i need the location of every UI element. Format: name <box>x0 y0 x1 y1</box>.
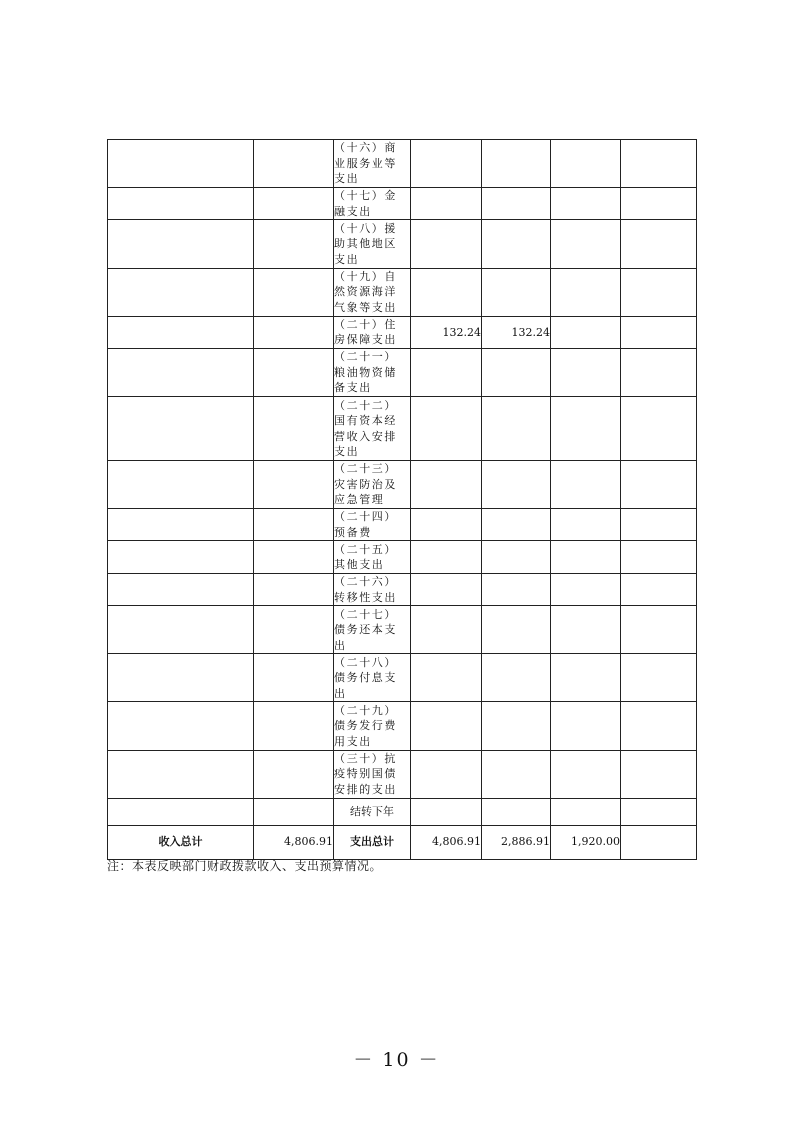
table-row <box>108 397 697 461</box>
expense-basic-cell <box>482 188 551 220</box>
expense-project-cell <box>551 188 621 220</box>
income-item-cell <box>108 798 254 825</box>
extra-cell <box>621 541 697 573</box>
table-row <box>108 573 697 605</box>
expense-item-line: 灾害防治及 <box>334 477 397 491</box>
expense-project-cell <box>551 316 621 348</box>
expense-basic-cell <box>482 750 551 798</box>
expense-project-cell <box>551 573 621 605</box>
extra-cell <box>621 606 697 654</box>
total-row <box>108 825 697 859</box>
extra-cell <box>621 509 697 541</box>
budget-table <box>107 139 697 860</box>
expense-item-cell <box>334 573 411 605</box>
table-row <box>108 349 697 397</box>
expense-basic-cell <box>482 460 551 508</box>
expense-item-cell <box>334 606 411 654</box>
expense-project-cell <box>551 349 621 397</box>
expense-project-cell <box>551 750 621 798</box>
expense-item-line: 气象等支出 <box>334 300 397 314</box>
expense-item-cell <box>334 509 411 541</box>
expense-item-line: （十九）自 <box>334 269 397 283</box>
extra-cell <box>621 573 697 605</box>
table-body <box>108 140 697 860</box>
extra-cell <box>621 268 697 316</box>
expense-total-cell <box>411 188 482 220</box>
income-amount-cell <box>254 509 334 541</box>
income-amount-cell <box>254 606 334 654</box>
page-number: － 10 － <box>353 1049 440 1071</box>
expense-project-cell <box>551 702 621 750</box>
expense-item-line: 债务还本支 <box>334 623 397 637</box>
extra-cell <box>621 220 697 268</box>
income-amount-cell <box>254 573 334 605</box>
expense-item-line: （二十三） <box>334 462 397 476</box>
income-item-cell <box>108 606 254 654</box>
expense-item-cell <box>334 316 411 348</box>
expense-project-cell <box>551 460 621 508</box>
expense-item-line: 疫特别国债 <box>334 767 397 781</box>
expense-project-cell <box>551 140 621 188</box>
expense-item-line: 债务发行费 <box>334 719 397 733</box>
expense-item-line: 融支出 <box>334 204 372 218</box>
income-item-cell <box>108 509 254 541</box>
expense-total-cell <box>411 750 482 798</box>
extra-cell <box>621 825 697 859</box>
expense-item-line: 转移性支出 <box>334 590 397 604</box>
expense-item-line: 安排的支出 <box>334 782 397 796</box>
expense-item-line: （十七）金 <box>334 189 397 203</box>
extra-cell <box>621 654 697 702</box>
table-row <box>108 509 697 541</box>
expense-item-cell <box>334 397 411 461</box>
expense-item-line: （十六）商 <box>334 141 397 155</box>
expense-total-label: 支出总计 <box>334 825 411 859</box>
expense-item-line: （十八）援 <box>334 221 397 235</box>
income-item-cell <box>108 268 254 316</box>
table-row <box>108 140 697 188</box>
income-item-cell <box>108 573 254 605</box>
expense-project-cell <box>551 541 621 573</box>
expense-basic-cell <box>482 268 551 316</box>
expense-basic-cell <box>482 654 551 702</box>
income-amount-cell <box>254 268 334 316</box>
income-amount-cell <box>254 220 334 268</box>
income-amount-cell <box>254 316 334 348</box>
expense-item-cell <box>334 702 411 750</box>
expense-total-cell <box>411 268 482 316</box>
income-item-cell <box>108 654 254 702</box>
expense-item-line: 应急管理 <box>334 493 385 507</box>
expense-project-cell <box>551 220 621 268</box>
expense-item-cell <box>334 220 411 268</box>
income-total-label: 收入总计 <box>108 825 254 859</box>
expense-item-cell <box>334 460 411 508</box>
extra-cell <box>621 798 697 825</box>
expense-total-cell <box>411 140 482 188</box>
expense-item-line: 支出 <box>334 172 360 186</box>
expense-item-cell <box>334 750 411 798</box>
extra-cell <box>621 316 697 348</box>
expense-item-line: 其他支出 <box>334 558 385 572</box>
extra-cell <box>621 140 697 188</box>
expense-total-cell <box>411 397 482 461</box>
expense-basic-cell <box>482 220 551 268</box>
income-total-value: 4,806.91 <box>254 825 334 859</box>
expense-item-line: 备支出 <box>334 381 372 395</box>
expense-basic-cell <box>482 702 551 750</box>
expense-item-line: （二十七） <box>334 607 397 621</box>
expense-item-line: 国有资本经 <box>334 414 397 428</box>
expense-project-cell <box>551 606 621 654</box>
income-item-cell <box>108 188 254 220</box>
expense-basic-cell <box>482 397 551 461</box>
extra-cell <box>621 702 697 750</box>
expense-item-line: （二十五） <box>334 542 397 556</box>
expense-total-cell <box>411 573 482 605</box>
table-row <box>108 316 697 348</box>
expense-project-cell <box>551 397 621 461</box>
extra-cell <box>621 188 697 220</box>
income-amount-cell <box>254 702 334 750</box>
income-item-cell <box>108 397 254 461</box>
expense-project-cell <box>551 654 621 702</box>
expense-basic-cell <box>482 140 551 188</box>
income-item-cell <box>108 702 254 750</box>
table-row <box>108 702 697 750</box>
income-amount-cell <box>254 654 334 702</box>
expense-item-line: 用支出 <box>334 734 372 748</box>
expense-total-value: 4,806.91 <box>411 825 482 859</box>
expense-project-value: 1,920.00 <box>551 825 621 859</box>
expense-basic-cell <box>482 509 551 541</box>
expense-item-line: 预备费 <box>334 525 372 539</box>
expense-item-line: 助其他地区 <box>334 237 397 251</box>
expense-item-line: （二十六） <box>334 575 397 589</box>
expense-total-cell <box>411 798 482 825</box>
expense-item-line: 营收入安排 <box>334 429 397 443</box>
income-amount-cell <box>254 349 334 397</box>
expense-basic-cell <box>482 573 551 605</box>
income-amount-cell <box>254 188 334 220</box>
expense-item-cell <box>334 268 411 316</box>
expense-basic-cell: 132.24 <box>482 316 551 348</box>
extra-cell <box>621 460 697 508</box>
expense-basic-cell <box>482 541 551 573</box>
income-item-cell <box>108 750 254 798</box>
income-item-cell <box>108 220 254 268</box>
expense-item-line: 支出 <box>334 252 360 266</box>
table-row <box>108 606 697 654</box>
expense-item-line: 房保障支出 <box>334 333 397 347</box>
expense-item-line: 出 <box>334 638 347 652</box>
expense-project-cell <box>551 509 621 541</box>
table-row <box>108 220 697 268</box>
expense-total-cell <box>411 220 482 268</box>
income-item-cell <box>108 140 254 188</box>
expense-item-line: 债务付息支 <box>334 671 397 685</box>
expense-project-cell <box>551 798 621 825</box>
expense-item-line: 支出 <box>334 445 360 459</box>
carry-forward-row <box>108 798 697 825</box>
expense-total-cell <box>411 541 482 573</box>
expense-total-cell <box>411 509 482 541</box>
expense-total-cell <box>411 349 482 397</box>
extra-cell <box>621 397 697 461</box>
expense-basic-cell <box>482 349 551 397</box>
expense-basic-cell <box>482 606 551 654</box>
expense-item-line: 粮油物资储 <box>334 365 397 379</box>
expense-item-line: （二十四） <box>334 510 397 524</box>
income-amount-cell <box>254 750 334 798</box>
table-row <box>108 541 697 573</box>
extra-cell <box>621 750 697 798</box>
expense-basic-value: 2,886.91 <box>482 825 551 859</box>
expense-item-cell <box>334 140 411 188</box>
expense-project-cell <box>551 268 621 316</box>
expense-item-line: 业服务业等 <box>334 156 397 170</box>
expense-item-line: （三十）抗 <box>334 751 397 765</box>
income-item-cell <box>108 349 254 397</box>
table-row <box>108 750 697 798</box>
expense-total-cell <box>411 460 482 508</box>
table-row <box>108 268 697 316</box>
income-amount-cell <box>254 397 334 461</box>
expense-total-cell <box>411 654 482 702</box>
carry-forward-label: 结转下年 <box>334 798 411 825</box>
expense-item-line: （二十）住 <box>334 317 397 331</box>
income-amount-cell <box>254 798 334 825</box>
income-amount-cell <box>254 541 334 573</box>
table-row <box>108 188 697 220</box>
expense-total-cell: 132.24 <box>411 316 482 348</box>
income-item-cell <box>108 541 254 573</box>
table-row <box>108 654 697 702</box>
expense-item-line: （二十八） <box>334 655 397 669</box>
income-item-cell <box>108 316 254 348</box>
expense-item-cell <box>334 188 411 220</box>
income-amount-cell <box>254 460 334 508</box>
income-item-cell <box>108 460 254 508</box>
expense-item-line: 然资源海洋 <box>334 285 397 299</box>
expense-item-line: （二十一） <box>334 350 397 364</box>
table-row <box>108 460 697 508</box>
expense-total-cell <box>411 702 482 750</box>
expense-total-cell <box>411 606 482 654</box>
expense-item-line: （二十二） <box>334 398 397 412</box>
expense-item-line: （二十九） <box>334 703 397 717</box>
expense-item-cell <box>334 349 411 397</box>
expense-item-cell <box>334 541 411 573</box>
expense-item-cell <box>334 654 411 702</box>
table-note: 注：本表反映部门财政拨款收入、支出预算情况。 <box>107 859 383 873</box>
extra-cell <box>621 349 697 397</box>
expense-item-line: 出 <box>334 686 347 700</box>
expense-basic-cell <box>482 798 551 825</box>
income-amount-cell <box>254 140 334 188</box>
